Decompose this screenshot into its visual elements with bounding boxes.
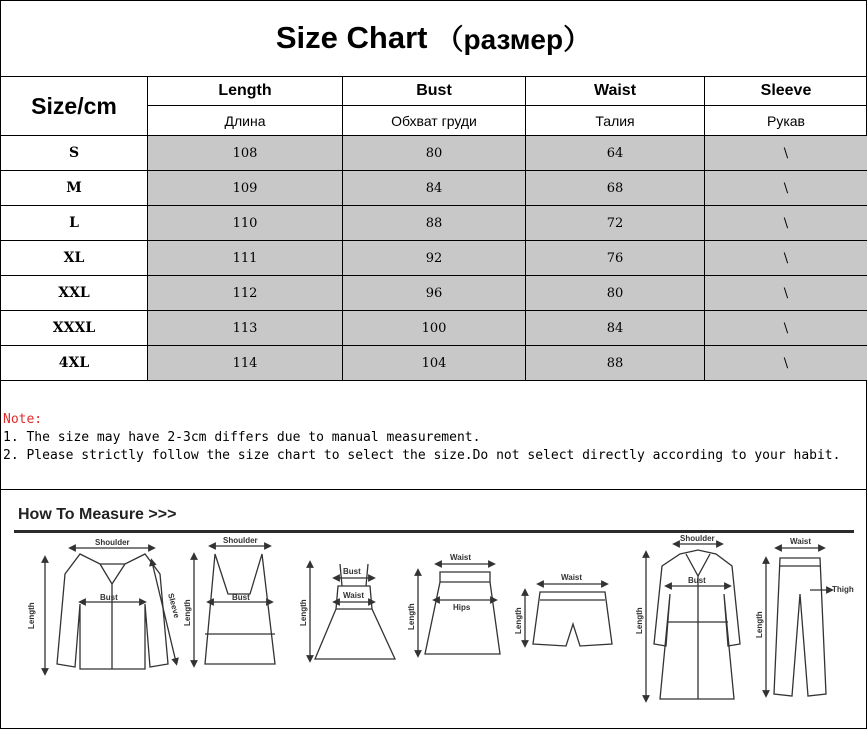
size-label: L xyxy=(1,206,148,241)
header-bust-ru: Обхват груди xyxy=(343,106,526,136)
header-waist-ru: Талия xyxy=(526,106,705,136)
sleeve-value: \ xyxy=(705,276,867,311)
header-bust: Bust xyxy=(343,77,526,106)
waist-value: 64 xyxy=(526,136,705,171)
page-title: Size Chart xyxy=(276,20,428,56)
waist-label: Waist xyxy=(790,537,811,546)
how-to-measure-section xyxy=(0,489,867,730)
size-header: Size/cm xyxy=(1,77,148,136)
bust-value: 96 xyxy=(343,276,526,311)
bust-value: 84 xyxy=(343,171,526,206)
dress-diagram xyxy=(310,564,395,659)
header-sleeve: Sleeve xyxy=(705,77,867,106)
length-label: Length xyxy=(514,607,523,634)
size-label: M xyxy=(1,171,148,206)
shoulder-label: Shoulder xyxy=(95,538,130,547)
waist-value: 68 xyxy=(526,171,705,206)
length-label: Length xyxy=(183,599,192,626)
waist-value: 84 xyxy=(526,311,705,346)
table-row xyxy=(1,136,867,171)
heading-divider xyxy=(14,530,854,533)
measure-diagrams xyxy=(0,534,867,730)
length-label: Length xyxy=(755,611,764,638)
size-label: 4XL xyxy=(1,346,148,381)
bust-value: 100 xyxy=(343,311,526,346)
waist-value: 72 xyxy=(526,206,705,241)
size-label: S xyxy=(1,136,148,171)
bust-label: Bust xyxy=(100,593,118,602)
length-value: 109 xyxy=(148,171,343,206)
length-label: Length xyxy=(407,603,416,630)
note-label: Note: xyxy=(3,411,840,429)
length-value: 110 xyxy=(148,206,343,241)
shoulder-label: Shoulder xyxy=(680,534,715,543)
waist-label: Waist xyxy=(450,553,471,562)
bust-value: 80 xyxy=(343,136,526,171)
shorts-diagram xyxy=(525,584,612,646)
header-length-ru: Длина xyxy=(148,106,343,136)
table-row xyxy=(1,171,867,206)
tank-top-diagram xyxy=(194,546,275,664)
thigh-label: Thigh xyxy=(832,585,854,594)
size-label: XXL xyxy=(1,276,148,311)
table-row xyxy=(1,206,867,241)
length-label: Length xyxy=(635,607,644,634)
sleeve-value: \ xyxy=(705,171,867,206)
length-label: Length xyxy=(27,602,36,629)
note-line-2: 2. Please strictly follow the size chart to select the size.Do not select directly according to your habit. xyxy=(3,447,840,465)
length-value: 113 xyxy=(148,311,343,346)
length-value: 112 xyxy=(148,276,343,311)
shoulder-label: Shoulder xyxy=(223,536,258,545)
hips-label: Hips xyxy=(453,603,471,612)
waist-label: Waist xyxy=(343,591,364,600)
bust-label: Bust xyxy=(232,593,250,602)
size-label: XL xyxy=(1,241,148,276)
table-row xyxy=(1,311,867,346)
note-line-1: 1. The size may have 2-3cm differs due to manual measurement. xyxy=(3,429,840,447)
waist-value: 88 xyxy=(526,346,705,381)
coat-diagram xyxy=(646,544,740,699)
header-length: Length xyxy=(148,77,343,106)
table-row xyxy=(1,346,867,381)
waist-label: Waist xyxy=(561,573,582,582)
pants-diagram xyxy=(766,548,830,696)
bust-value: 88 xyxy=(343,206,526,241)
bust-value: 92 xyxy=(343,241,526,276)
bust-value: 104 xyxy=(343,346,526,381)
title-bar xyxy=(0,0,867,77)
length-value: 111 xyxy=(148,241,343,276)
shirt-diagram xyxy=(45,548,176,672)
sleeve-value: \ xyxy=(705,136,867,171)
waist-value: 80 xyxy=(526,276,705,311)
sleeve-value: \ xyxy=(705,346,867,381)
notes-block xyxy=(3,411,840,465)
sleeve-value: \ xyxy=(705,241,867,276)
sleeve-label: Sleeve xyxy=(166,592,181,619)
table-row xyxy=(1,276,867,311)
page-subtitle: （размер） xyxy=(435,18,591,58)
length-value: 108 xyxy=(148,136,343,171)
length-label: Length xyxy=(299,599,308,626)
waist-value: 76 xyxy=(526,241,705,276)
bust-label: Bust xyxy=(688,576,706,585)
bust-label: Bust xyxy=(343,567,361,576)
header-sleeve-ru: Рукав xyxy=(705,106,867,136)
sleeve-value: \ xyxy=(705,311,867,346)
table-row xyxy=(1,241,867,276)
header-waist: Waist xyxy=(526,77,705,106)
sleeve-value: \ xyxy=(705,206,867,241)
length-value: 114 xyxy=(148,346,343,381)
size-label: XXXL xyxy=(1,311,148,346)
size-chart-table xyxy=(0,76,867,381)
measure-heading: How To Measure >>> xyxy=(18,506,176,524)
